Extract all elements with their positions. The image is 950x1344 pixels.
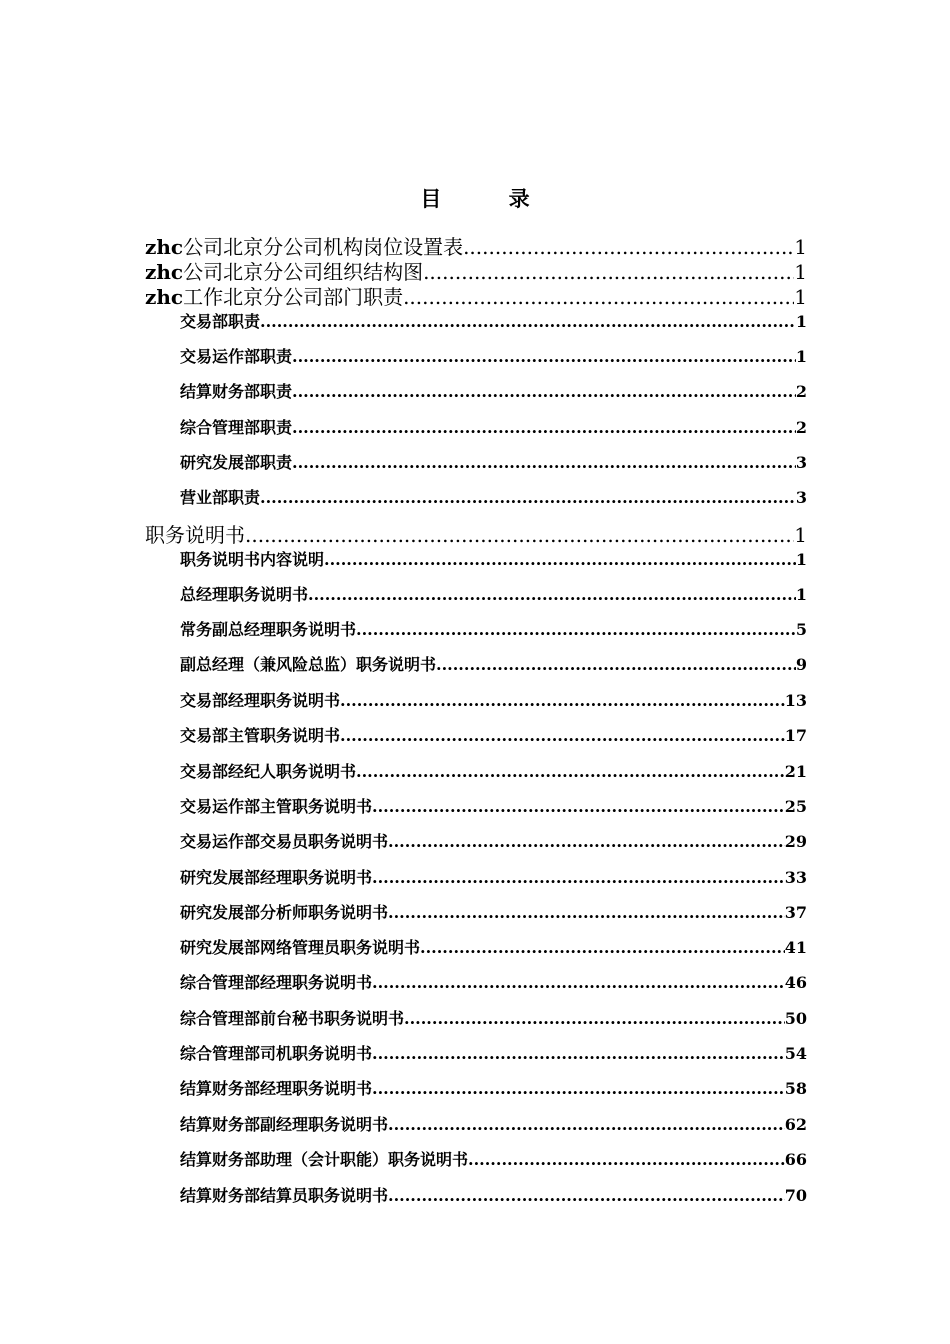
toc-entry-title <box>180 487 260 509</box>
toc-entry[interactable] <box>180 972 807 994</box>
toc-page-number: 70 <box>784 1186 807 1205</box>
toc-leader-dots <box>260 311 796 333</box>
toc-leader-dots <box>356 619 796 641</box>
toc-entry-title <box>145 259 423 285</box>
toc-entry[interactable] <box>180 1078 807 1100</box>
toc-entry-title <box>180 867 372 889</box>
toc-entry-label: 结算财务部经理职务说明书 <box>180 1079 373 1098</box>
toc-entry-title <box>180 311 260 333</box>
toc-entry-title <box>145 522 245 548</box>
toc-leader-dots <box>372 972 785 994</box>
toc-entry[interactable] <box>145 284 807 310</box>
toc-leader-dots <box>404 1008 785 1030</box>
toc-entry[interactable] <box>180 690 807 712</box>
toc-page-number: 1 <box>795 312 807 331</box>
toc-entry-title <box>145 234 463 260</box>
toc-entry-label: 研究发展部职责 <box>180 453 293 472</box>
toc-page-number: 9 <box>795 655 807 674</box>
toc-entry-title <box>180 690 340 712</box>
toc-entry-label: 常务副总经理职务说明书 <box>180 620 357 639</box>
toc-entry-title <box>180 452 292 474</box>
toc-entry-title <box>180 831 388 853</box>
toc-entry-title <box>180 796 372 818</box>
toc-entry-label: 交易部经纪人职务说明书 <box>180 762 357 781</box>
toc-entry-title <box>180 381 292 403</box>
toc-entry-label: 交易运作部主管职务说明书 <box>180 797 373 816</box>
toc-entry-title <box>180 725 340 747</box>
toc-entry-label: 职务说明书 <box>145 523 245 547</box>
page-title: 目 录 <box>420 186 560 211</box>
toc-entry-label: 结算财务部助理（会计职能）职务说明书 <box>180 1150 469 1169</box>
toc-entry-label: 职务说明书内容说明 <box>180 550 325 569</box>
toc-entry-prefix: zhc <box>145 260 184 284</box>
toc-entry-label: 公司北京分公司机构岗位设置表 <box>183 235 464 259</box>
toc-entry-label: 结算财务部副经理职务说明书 <box>180 1115 389 1134</box>
toc-entry[interactable] <box>180 654 807 676</box>
toc-page-number: 58 <box>784 1079 807 1098</box>
toc-entry-title <box>180 1043 372 1065</box>
toc-entry-title <box>180 549 324 571</box>
toc-page-number: 3 <box>795 488 807 507</box>
toc-page-number: 1 <box>794 260 807 284</box>
toc-leader-dots <box>245 522 794 548</box>
toc-entry[interactable] <box>180 831 807 853</box>
toc-leader-dots <box>463 234 794 260</box>
toc-entry[interactable] <box>180 1043 807 1065</box>
toc-entry[interactable] <box>180 1008 807 1030</box>
toc-page-number: 13 <box>784 691 807 710</box>
toc-entry-title <box>180 1114 388 1136</box>
toc-page-number: 54 <box>784 1044 807 1063</box>
toc-entry[interactable] <box>180 867 807 889</box>
toc-page-number: 5 <box>795 620 807 639</box>
toc-entry-title <box>180 417 292 439</box>
toc-entry-label: 交易运作部交易员职务说明书 <box>180 832 389 851</box>
toc-entry[interactable] <box>180 1114 807 1136</box>
toc-leader-dots <box>388 902 785 924</box>
toc-entry[interactable] <box>180 381 807 403</box>
toc-page-number: 21 <box>784 762 807 781</box>
toc-leader-dots <box>308 584 796 606</box>
toc-entry-label: 研究发展部经理职务说明书 <box>180 868 373 887</box>
toc-page-number: 1 <box>794 285 807 309</box>
toc-entry-label: 副总经理（兼风险总监）职务说明书 <box>180 655 437 674</box>
toc-entry-title <box>180 1185 388 1207</box>
toc-entry[interactable] <box>180 452 807 474</box>
toc-entry-label: 工作北京分公司部门职责 <box>183 285 404 309</box>
toc-entry-title <box>180 619 356 641</box>
toc-leader-dots <box>388 1185 785 1207</box>
toc-entry[interactable] <box>180 487 807 509</box>
toc-entry-title <box>180 1149 468 1171</box>
toc-page-number: 37 <box>784 903 807 922</box>
toc-leader-dots <box>403 284 794 310</box>
toc-leader-dots <box>372 796 785 818</box>
toc-entry-title <box>180 654 436 676</box>
toc-page-number: 1 <box>795 585 807 604</box>
toc-entry-label: 研究发展部网络管理员职务说明书 <box>180 938 421 957</box>
toc-page-number: 17 <box>784 726 807 745</box>
toc-page-number: 1 <box>794 235 807 259</box>
toc-entry-label: 综合管理部司机职务说明书 <box>180 1044 373 1063</box>
toc-page-number: 66 <box>784 1150 807 1169</box>
toc-leader-dots <box>292 452 796 474</box>
toc-page-number: 1 <box>794 523 807 547</box>
toc-leader-dots <box>292 381 796 403</box>
toc-entry-title <box>145 284 403 310</box>
toc-leader-dots <box>436 654 796 676</box>
toc-entry[interactable] <box>180 346 807 368</box>
toc-entry-title <box>180 584 308 606</box>
toc-leader-dots <box>372 1078 785 1100</box>
toc-entry[interactable] <box>180 761 807 783</box>
toc-entry[interactable] <box>180 902 807 924</box>
toc-leader-dots <box>356 761 785 783</box>
toc-entry[interactable] <box>180 937 807 959</box>
toc-leader-dots <box>468 1149 785 1171</box>
toc-leader-dots <box>292 346 796 368</box>
toc-page-number: 2 <box>795 418 807 437</box>
toc-entry-title <box>180 1008 404 1030</box>
toc-entry[interactable] <box>180 619 807 641</box>
toc-leader-dots <box>372 1043 785 1065</box>
toc-entry[interactable] <box>180 549 807 571</box>
toc-entry[interactable] <box>145 259 807 285</box>
toc-entry[interactable] <box>145 234 807 260</box>
toc-entry-label: 结算财务部职责 <box>180 382 293 401</box>
toc-leader-dots <box>260 487 796 509</box>
toc-entry[interactable] <box>180 417 807 439</box>
toc-entry-label: 交易部主管职务说明书 <box>180 726 341 745</box>
toc-page-number: 2 <box>795 382 807 401</box>
toc-leader-dots <box>340 725 785 747</box>
toc-entry-label: 营业部职责 <box>180 488 261 507</box>
toc-entry[interactable] <box>180 311 807 333</box>
toc-leader-dots <box>388 831 785 853</box>
toc-page-number: 46 <box>784 973 807 992</box>
toc-page-number: 1 <box>795 347 807 366</box>
toc-entry-label: 交易部职责 <box>180 312 261 331</box>
toc-leader-dots <box>388 1114 785 1136</box>
toc-leader-dots <box>423 259 794 285</box>
toc-entry-label: 总经理职务说明书 <box>180 585 309 604</box>
toc-page-number: 25 <box>784 797 807 816</box>
toc-entry[interactable] <box>180 725 807 747</box>
toc-entry-label: 综合管理部职责 <box>180 418 293 437</box>
toc-entry[interactable] <box>180 1149 807 1171</box>
toc-leader-dots <box>420 937 785 959</box>
toc-leader-dots <box>372 867 785 889</box>
toc-leader-dots <box>324 549 796 571</box>
toc-leader-dots <box>340 690 785 712</box>
toc-entry-label: 综合管理部前台秘书职务说明书 <box>180 1009 405 1028</box>
toc-leader-dots <box>292 417 796 439</box>
toc-page-number: 33 <box>784 868 807 887</box>
toc-page-number: 62 <box>784 1115 807 1134</box>
toc-entry-title <box>180 902 388 924</box>
toc-page-number: 29 <box>784 832 807 851</box>
toc-page-number: 1 <box>795 550 807 569</box>
toc-entry-title <box>180 761 356 783</box>
toc-entry[interactable] <box>180 584 807 606</box>
toc-entry-label: 公司北京分公司组织结构图 <box>183 260 424 284</box>
toc-entry-title <box>180 1078 372 1100</box>
toc-entry-title <box>180 937 420 959</box>
toc-entry[interactable] <box>180 796 807 818</box>
toc-entry-prefix: zhc <box>145 285 184 309</box>
toc-entry[interactable] <box>180 1185 807 1207</box>
toc-entry-title <box>180 346 292 368</box>
toc-entry-label: 交易部经理职务说明书 <box>180 691 341 710</box>
toc-entry-label: 研究发展部分析师职务说明书 <box>180 903 389 922</box>
toc-page-number: 50 <box>784 1009 807 1028</box>
toc-entry-label: 综合管理部经理职务说明书 <box>180 973 373 992</box>
toc-entry-label: 交易运作部职责 <box>180 347 293 366</box>
toc-entry-title <box>180 972 372 994</box>
toc-page-number: 3 <box>795 453 807 472</box>
toc-page-number: 41 <box>784 938 807 957</box>
toc-entry-prefix: zhc <box>145 235 184 259</box>
toc-entry-label: 结算财务部结算员职务说明书 <box>180 1186 389 1205</box>
toc-entry[interactable] <box>145 522 807 548</box>
